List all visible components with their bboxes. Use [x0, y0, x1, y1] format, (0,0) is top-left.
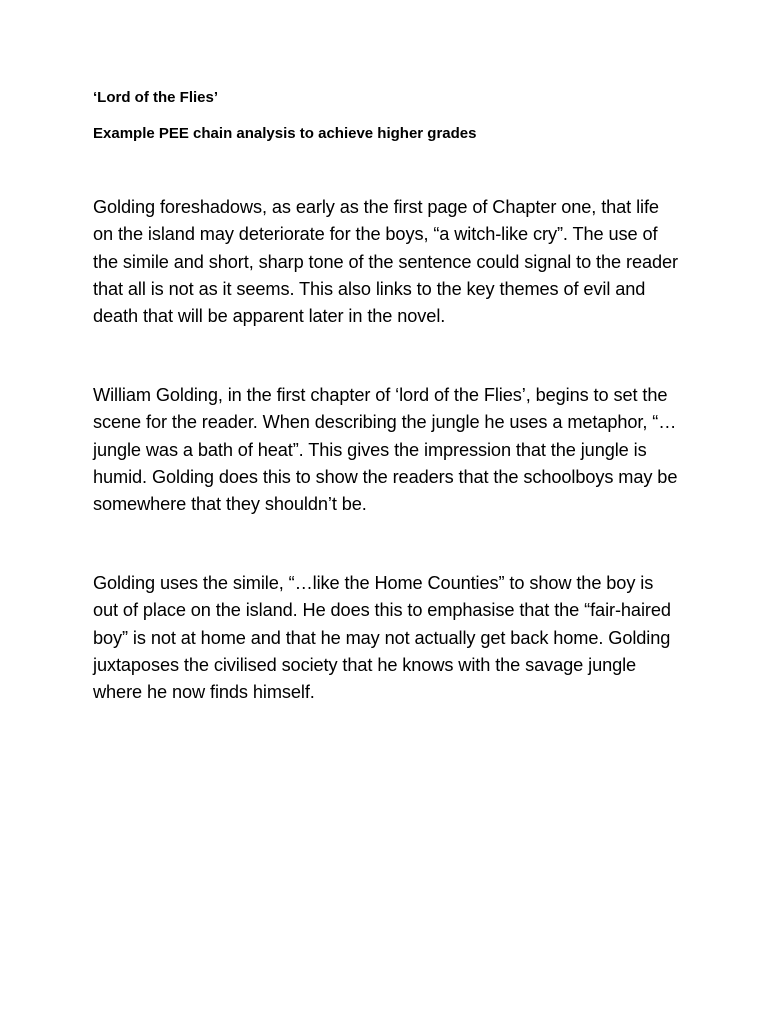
document-title: ‘Lord of the Flies’ — [93, 89, 219, 106]
paragraph-foreshadowing: Golding foreshadows, as early as the first page of Chapter one, that life on the island may deteriorate for the boys, “a witch-like cry”. The use of the simile and short, sharp tone of the sentence could signal to the reader that all is not as it seems. This also links to the key themes of evil and death that will be apparent later in the novel. — [93, 197, 678, 327]
paragraph-home-counties: Golding uses the simile, “…like the Home Counties” to show the boy is out of place on the island. He does this to emphasise that the “fair-haired boy” is not at home and that he may not actually get back home. Golding juxtaposes the civilised society that he knows with the savage jungle where he now finds himself. — [93, 573, 671, 703]
paragraph-setting-scene: William Golding, in the first chapter of ‘lord of the Flies’, begins to set the scene for the reader. When describing the jungle he uses a metaphor, “…jungle was a bath of heat”. This gives the impression that the jungle is humid. Golding does this to show the readers that the schoolboys may be somewhere that they shouldn’t be. — [93, 385, 678, 515]
document-subtitle: Example PEE chain analysis to achieve higher grades — [93, 125, 477, 142]
